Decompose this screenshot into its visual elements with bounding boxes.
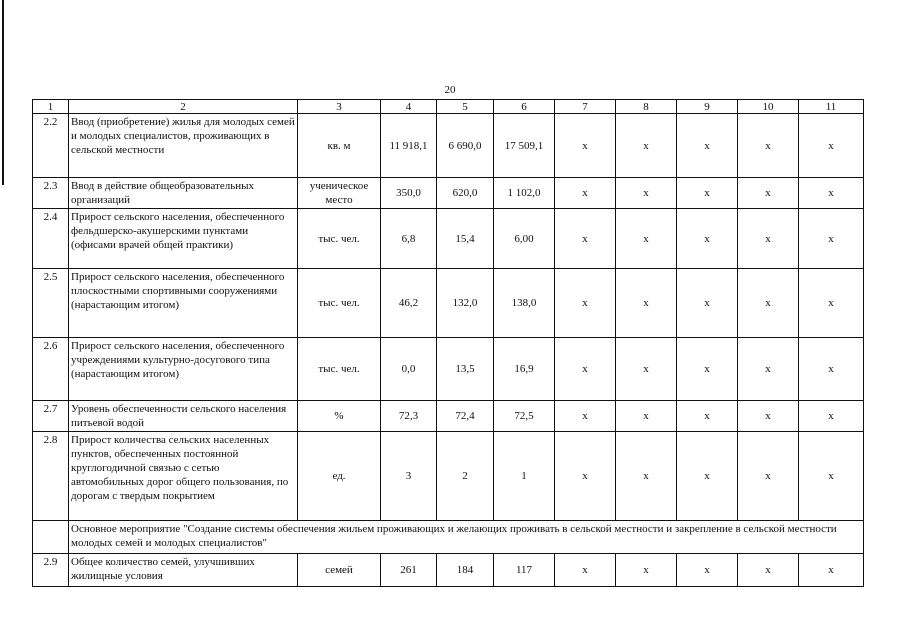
- value-col5: 620,0: [437, 178, 494, 209]
- table-row: [33, 269, 864, 338]
- x-mark: х: [616, 209, 677, 269]
- unit: %: [298, 401, 381, 432]
- column-number: 6: [494, 100, 555, 114]
- row-number: 2.7: [33, 401, 69, 432]
- table-row: [33, 209, 864, 269]
- x-mark: х: [677, 269, 738, 338]
- x-mark: х: [799, 338, 864, 401]
- value-col4: 11 918,1: [381, 114, 437, 178]
- value-col4: 261: [381, 554, 437, 587]
- value-col5: 15,4: [437, 209, 494, 269]
- row-number: 2.3: [33, 178, 69, 209]
- column-number: 9: [677, 100, 738, 114]
- x-mark: х: [799, 554, 864, 587]
- indicator-name: Прирост сельского населения, обеспеченного плоскостными спортивными сооружениями (нарастающим итогом): [69, 269, 298, 338]
- column-number: 10: [738, 100, 799, 114]
- indicator-name: Прирост количества сельских населенных пунктов, обеспеченных постоянной круглогодичной связью с сетью автомобильных дорог общего пользования, по дорогам с твердым покрытием: [69, 432, 298, 521]
- x-mark: х: [555, 401, 616, 432]
- value-col4: 3: [381, 432, 437, 521]
- table-row: [33, 432, 864, 521]
- section-title: Основное мероприятие "Создание системы обеспечения жильем проживающих и желающих проживать в сельской местности и закрепление в сельской местности молодых семей и молодых специалистов": [69, 521, 864, 554]
- value-col6: 16,9: [494, 338, 555, 401]
- indicator-name: Общее количество семей, улучшивших жилищные условия: [69, 554, 298, 587]
- row-number: 2.8: [33, 432, 69, 521]
- x-mark: х: [738, 401, 799, 432]
- value-col5: 132,0: [437, 269, 494, 338]
- x-mark: х: [555, 209, 616, 269]
- unit: кв. м: [298, 114, 381, 178]
- table-row: [33, 401, 864, 432]
- x-mark: х: [738, 269, 799, 338]
- unit: тыс. чел.: [298, 209, 381, 269]
- x-mark: х: [616, 554, 677, 587]
- value-col4: 350,0: [381, 178, 437, 209]
- unit: тыс. чел.: [298, 269, 381, 338]
- x-mark: х: [677, 338, 738, 401]
- column-number: 2: [69, 100, 298, 114]
- value-col5: 72,4: [437, 401, 494, 432]
- x-mark: х: [616, 269, 677, 338]
- x-mark: х: [677, 401, 738, 432]
- x-mark: х: [555, 432, 616, 521]
- x-mark: х: [616, 114, 677, 178]
- x-mark: х: [555, 338, 616, 401]
- row-number: 2.6: [33, 338, 69, 401]
- unit: ед.: [298, 432, 381, 521]
- x-mark: х: [677, 178, 738, 209]
- table-row: [33, 554, 864, 587]
- indicator-name: Уровень обеспеченности сельского населения питьевой водой: [69, 401, 298, 432]
- x-mark: х: [616, 432, 677, 521]
- x-mark: х: [799, 432, 864, 521]
- column-number: 5: [437, 100, 494, 114]
- table-row: [33, 114, 864, 178]
- indicator-name: Прирост сельского населения, обеспеченного учреждениями культурно-досугового типа (нарастающим итогом): [69, 338, 298, 401]
- column-number: 1: [33, 100, 69, 114]
- x-mark: х: [799, 114, 864, 178]
- value-col6: 72,5: [494, 401, 555, 432]
- x-mark: х: [616, 178, 677, 209]
- section-row: [33, 521, 864, 554]
- x-mark: х: [677, 554, 738, 587]
- x-mark: х: [738, 338, 799, 401]
- page-number: 20: [444, 84, 456, 96]
- value-col6: 17 509,1: [494, 114, 555, 178]
- value-col6: 138,0: [494, 269, 555, 338]
- x-mark: х: [738, 432, 799, 521]
- unit: тыс. чел.: [298, 338, 381, 401]
- x-mark: х: [555, 554, 616, 587]
- value-col4: 72,3: [381, 401, 437, 432]
- row-number: 2.9: [33, 554, 69, 587]
- value-col4: 0,0: [381, 338, 437, 401]
- x-mark: х: [738, 554, 799, 587]
- value-col6: 1: [494, 432, 555, 521]
- section-number-cell: [33, 521, 69, 554]
- value-col6: 1 102,0: [494, 178, 555, 209]
- column-number: 4: [381, 100, 437, 114]
- x-mark: х: [799, 401, 864, 432]
- x-mark: х: [799, 269, 864, 338]
- row-number: 2.5: [33, 269, 69, 338]
- x-mark: х: [555, 269, 616, 338]
- indicator-name: Прирост сельского населения, обеспеченного фельдшерско-акушерскими пунктами (офисами врачей общей практики): [69, 209, 298, 269]
- row-number: 2.2: [33, 114, 69, 178]
- indicator-name: Ввод (приобретение) жилья для молодых семей и молодых специалистов, проживающих в сельской местности: [69, 114, 298, 178]
- x-mark: х: [677, 114, 738, 178]
- value-col5: 6 690,0: [437, 114, 494, 178]
- x-mark: х: [677, 209, 738, 269]
- x-mark: х: [555, 114, 616, 178]
- column-number: 8: [616, 100, 677, 114]
- x-mark: х: [677, 432, 738, 521]
- column-number: 11: [799, 100, 864, 114]
- value-col4: 6,8: [381, 209, 437, 269]
- unit: ученическое место: [298, 178, 381, 209]
- x-mark: х: [616, 401, 677, 432]
- indicator-table: [32, 99, 864, 587]
- row-number: 2.4: [33, 209, 69, 269]
- column-numbers-row: [33, 100, 864, 114]
- value-col4: 46,2: [381, 269, 437, 338]
- x-mark: х: [738, 178, 799, 209]
- x-mark: х: [616, 338, 677, 401]
- indicator-name: Ввод в действие общеобразовательных организаций: [69, 178, 298, 209]
- value-col6: 117: [494, 554, 555, 587]
- x-mark: х: [799, 209, 864, 269]
- x-mark: х: [738, 209, 799, 269]
- x-mark: х: [799, 178, 864, 209]
- x-mark: х: [738, 114, 799, 178]
- x-mark: х: [555, 178, 616, 209]
- unit: семей: [298, 554, 381, 587]
- value-col5: 13,5: [437, 338, 494, 401]
- value-col5: 184: [437, 554, 494, 587]
- column-number: 7: [555, 100, 616, 114]
- table-row: [33, 338, 864, 401]
- column-number: 3: [298, 100, 381, 114]
- table-row: [33, 178, 864, 209]
- value-col5: 2: [437, 432, 494, 521]
- value-col6: 6,00: [494, 209, 555, 269]
